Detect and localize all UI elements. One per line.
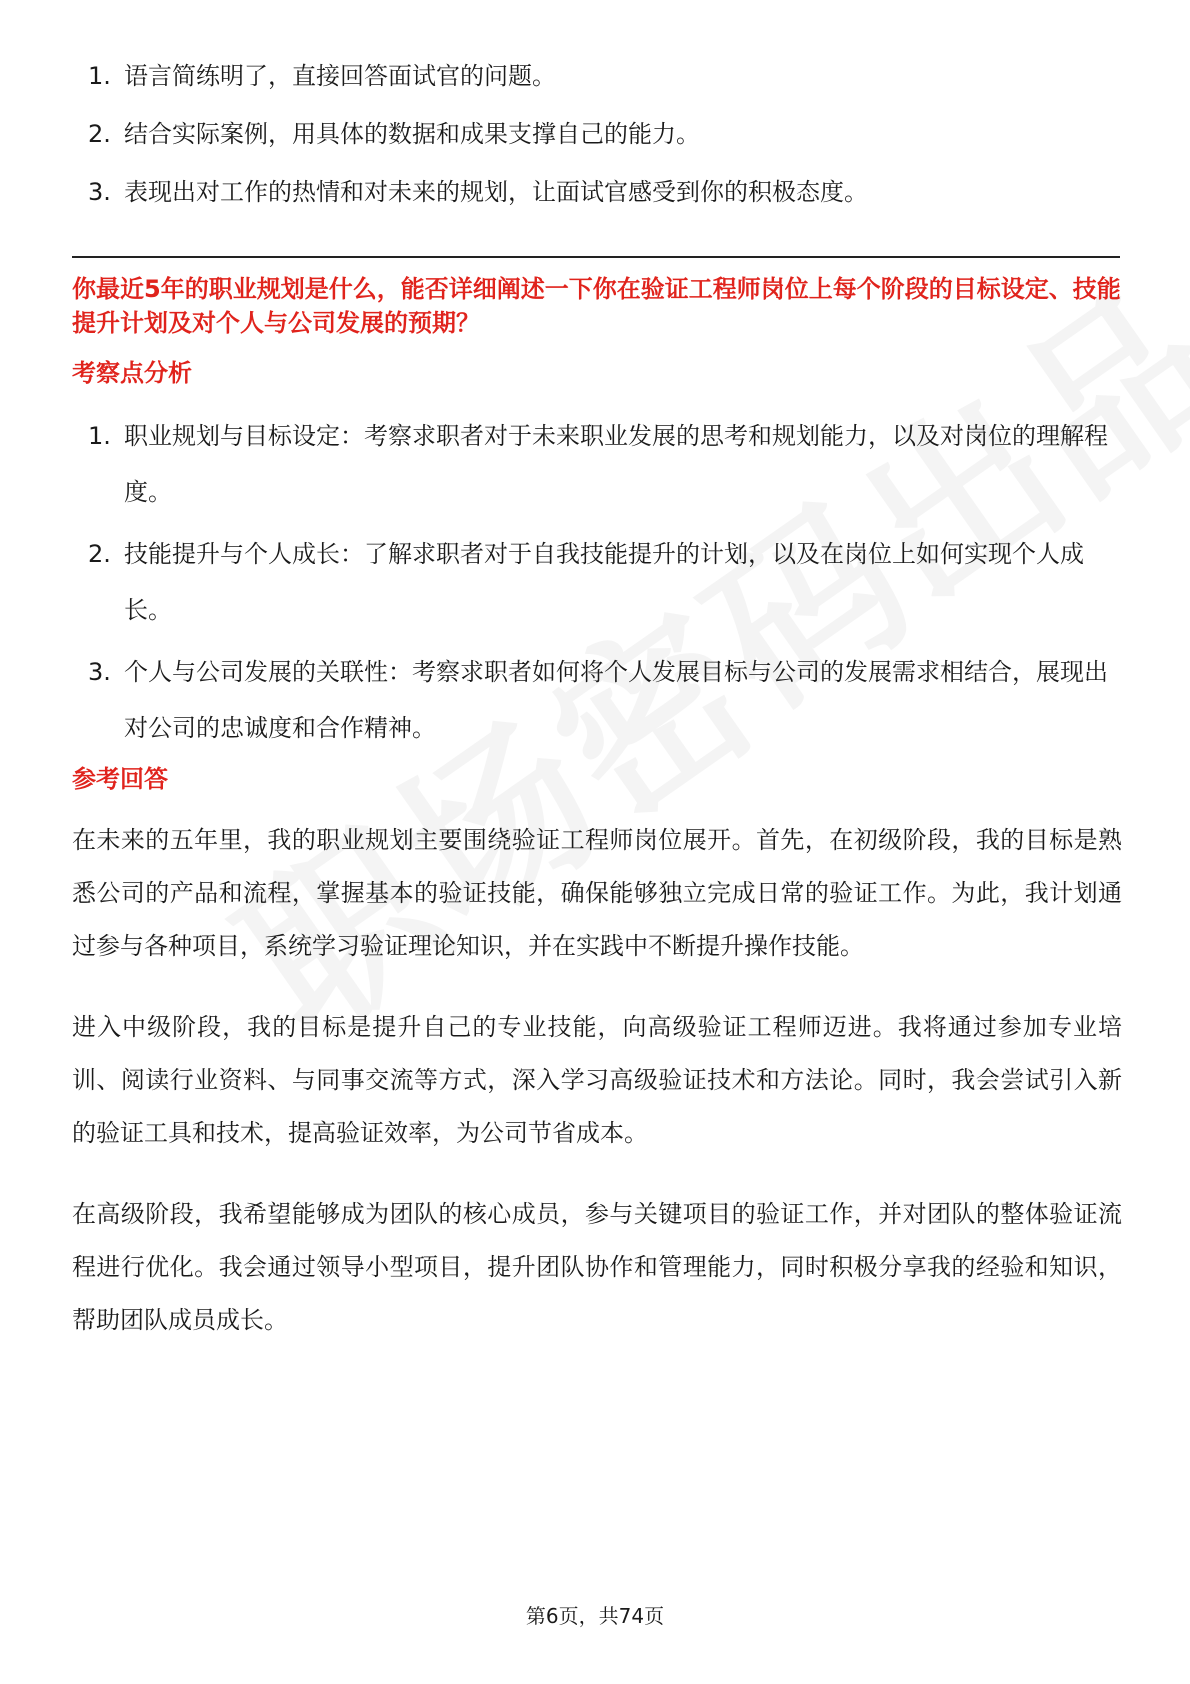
reference-paragraph: 在高级阶段，我希望能够成为团队的核心成员，参与关键项目的验证工作，并对团队的整体验证流程进行优化。我会通过领导小型项目，提升团队协作和管理能力，同时积极分享我的经验和知识，帮助团队成员成长。 [72, 1200, 1122, 1334]
page-footer: 第6页，共74页 [525, 1604, 665, 1628]
list-item-text: 语言简练明了，直接回答面试官的问题。 [124, 62, 556, 90]
list-item [72, 48, 1122, 104]
question-heading: 你最近5年的职业规划是什么，能否详细阐述一下你在验证工程师岗位上每个阶段的目标设定、技能提升计划及对个人与公司发展的预期？ [72, 275, 1121, 337]
list-item-text: 结合实际案例，用具体的数据和成果支撑自己的能力。 [124, 120, 700, 148]
list-item [72, 164, 1122, 220]
section-divider [72, 256, 1120, 258]
list-item [72, 644, 1122, 756]
list-item-number: 3. [88, 658, 111, 686]
list-item [72, 106, 1122, 162]
list-item [72, 526, 1122, 638]
list-item-text: 表现出对工作的热情和对未来的规划，让面试官感受到你的积极态度。 [124, 178, 868, 206]
page-content [72, 48, 1122, 1375]
list-item-number: 3. [88, 178, 111, 206]
reference-paragraph: 进入中级阶段，我的目标是提升自己的专业技能，向高级验证工程师迈进。我将通过参加专业培训、阅读行业资料、与同事交流等方式，深入学习高级验证技术和方法论。同时，我会尝试引入新的验证工具和技术，提高验证效率，为公司节省成本。 [72, 1013, 1122, 1147]
list-item-text: 个人与公司发展的关联性：考察求职者如何将个人发展目标与公司的发展需求相结合，展现出对公司的忠诚度和合作精神。 [124, 658, 1108, 742]
list-item-number: 2. [88, 120, 111, 148]
list-item-number: 2. [88, 540, 111, 568]
reference-paragraph: 在未来的五年里，我的职业规划主要围绕验证工程师岗位展开。首先，在初级阶段，我的目标是熟悉公司的产品和流程，掌握基本的验证技能，确保能够独立完成日常的验证工作。为此，我计划通过参与各种项目，系统学习验证理论知识，并在实践中不断提升操作技能。 [72, 826, 1122, 960]
list-item-number: 1. [88, 62, 111, 90]
list-item [72, 408, 1122, 520]
analysis-list [72, 408, 1122, 756]
list-item-text: 技能提升与个人成长：了解求职者对于自我技能提升的计划，以及在岗位上如何实现个人成长。 [124, 540, 1084, 624]
analysis-heading: 考察点分析 [72, 359, 192, 387]
reference-heading: 参考回答 [72, 765, 168, 793]
list-item-number: 1. [88, 422, 111, 450]
intro-list [72, 48, 1122, 220]
list-item-text: 职业规划与目标设定：考察求职者对于未来职业发展的思考和规划能力，以及对岗位的理解程度。 [124, 422, 1108, 506]
